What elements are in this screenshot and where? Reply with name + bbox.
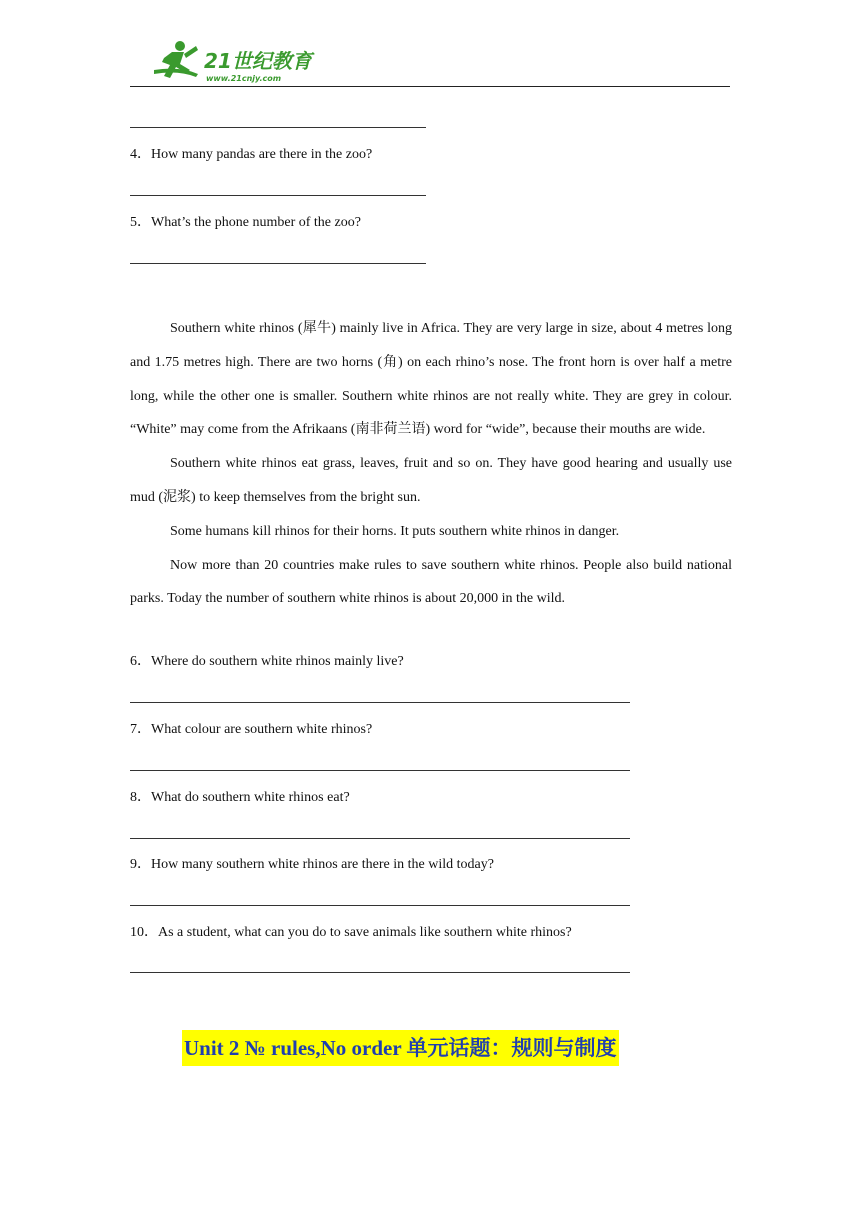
question-text: Where do southern white rhinos mainly live? xyxy=(151,654,404,669)
question-6 xyxy=(130,652,404,672)
passage-paragraph-4: Now more than 20 countries make rules to save southern white rhinos. People also build national parks. Today the number of southern white rhinos is about 20,000 in the wild. xyxy=(130,557,732,607)
runner-icon xyxy=(154,41,198,78)
logo-text: 21世纪教育 xyxy=(204,49,312,73)
unit-title: Unit 2 № rules,No order 单元话题：规则与制度 xyxy=(182,1030,619,1066)
logo xyxy=(150,40,320,84)
question-number: 9． xyxy=(130,857,151,872)
passage-paragraph-3: Some humans kill rhinos for their horns. It puts southern white rhinos in danger. xyxy=(170,523,620,539)
passage-paragraph-1: Southern white rhinos (犀牛) mainly live in Africa. They are very large in size, about 4 metres long and 1.75 metres high. There are two horns (角) on each rhino’s nose. The front horn is over half a metre long, while the other one is smaller. Southern white rhinos are not really white. They are grey in colour. “White” may come from the Afrikaans (南非荷兰语) word for “wide”, because their mouths are wide. xyxy=(130,321,732,438)
question-number: 10． xyxy=(130,925,158,940)
question-text: How many southern white rhinos are there in the wild today? xyxy=(151,857,494,872)
question-text: What colour are southern white rhinos? xyxy=(151,722,373,737)
question-text: What’s the phone number of the zoo? xyxy=(151,215,361,230)
question-9 xyxy=(130,855,494,875)
answer-line-5[interactable] xyxy=(130,263,426,264)
question-number: 5． xyxy=(130,215,151,230)
answer-line-9[interactable] xyxy=(130,905,630,906)
question-number: 7． xyxy=(130,722,151,737)
question-5 xyxy=(130,213,361,233)
answer-line-6[interactable] xyxy=(130,702,630,703)
answer-line-8[interactable] xyxy=(130,838,630,839)
answer-line-7[interactable] xyxy=(130,770,630,771)
question-number: 6． xyxy=(130,654,151,669)
question-number: 8． xyxy=(130,790,151,805)
question-text: How many pandas are there in the zoo? xyxy=(151,147,373,162)
question-10 xyxy=(130,923,572,943)
question-7 xyxy=(130,720,372,740)
page-header xyxy=(130,38,730,87)
logo-url: www.21cnjy.com xyxy=(206,74,282,83)
question-4 xyxy=(130,145,372,165)
question-number: 4． xyxy=(130,147,151,162)
answer-line-10[interactable] xyxy=(130,972,630,973)
reading-passage xyxy=(130,312,732,616)
question-text: As a student, what can you do to save animals like southern white rhinos? xyxy=(158,925,572,940)
answer-line-4[interactable] xyxy=(130,195,426,196)
passage-paragraph-2: Southern white rhinos eat grass, leaves, fruit and so on. They have good hearing and usually use mud (泥浆) to keep themselves from the bright sun. xyxy=(130,456,732,505)
question-8 xyxy=(130,788,350,808)
answer-line-3[interactable] xyxy=(130,127,426,128)
question-text: What do southern white rhinos eat? xyxy=(151,790,350,805)
